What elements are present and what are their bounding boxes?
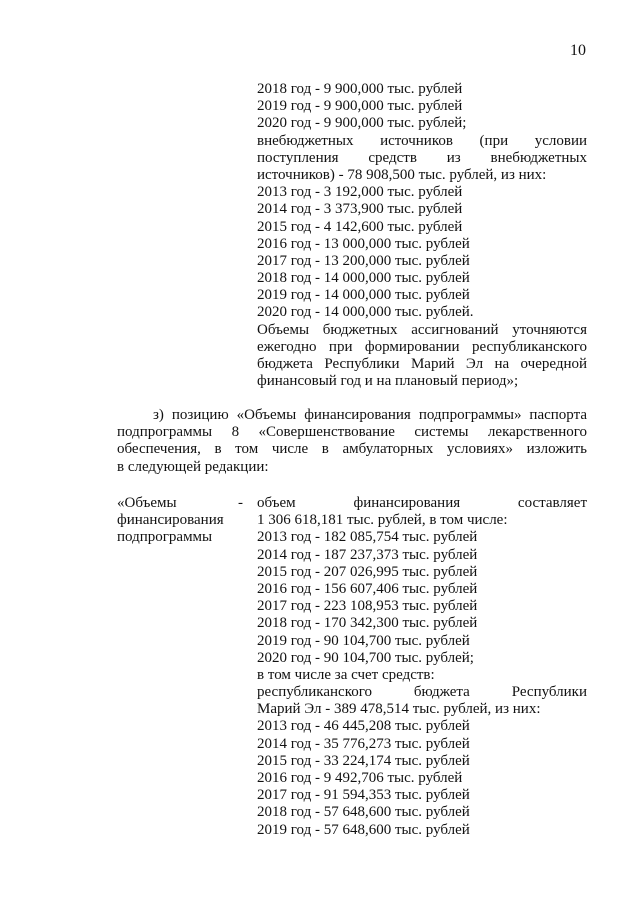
table-value-line: Марий Эл - 389 478,514 тыс. рублей, из них: <box>257 701 541 718</box>
funding-line: 2018 год - 14 000,000 тыс. рублей <box>257 270 470 287</box>
table-value-line: 2013 год - 182 085,754 тыс. рублей <box>257 529 478 546</box>
table-value-column <box>257 495 587 839</box>
paragraph-line: подпрограммы 8 «Совершенствование системы лекарственного <box>117 424 587 441</box>
paragraph-line: з) позицию «Объемы финансирования подпрограммы» паспорта <box>153 407 587 423</box>
funding-line: 2014 год - 3 373,900 тыс. рублей <box>257 201 463 218</box>
page-number: 10 <box>570 42 586 59</box>
table-value-line: республиканского бюджета Республики <box>257 684 587 701</box>
table-value-line: 2019 год - 90 104,700 тыс. рублей <box>257 632 470 649</box>
funding-line: 2017 год - 13 200,000 тыс. рублей <box>257 252 470 269</box>
table-value-line: 2018 год - 57 648,600 тыс. рублей <box>257 804 470 821</box>
table-value-line: 2017 год - 223 108,953 тыс. рублей <box>257 598 478 615</box>
table-value-line: 2017 год - 91 594,353 тыс. рублей <box>257 787 470 804</box>
funding-line: 2019 год - 14 000,000 тыс. рублей <box>257 287 470 304</box>
note-line: Объемы бюджетных ассигнований уточняются <box>257 321 587 338</box>
note-line: финансовый год и на плановый период»; <box>257 373 519 390</box>
table-value-line: 1 306 618,181 тыс. рублей, в том числе: <box>257 512 508 529</box>
table-value-line: 2016 год - 9 492,706 тыс. рублей <box>257 770 463 786</box>
table-label-column <box>117 495 245 547</box>
funding-line: 2020 год - 9 900,000 тыс. рублей; <box>257 115 467 132</box>
funding-line: 2016 год - 13 000,000 тыс. рублей <box>257 235 470 252</box>
table-value-line: 2015 год - 207 026,995 тыс. рублей <box>257 563 478 580</box>
table-value-line: 2018 год - 170 342,300 тыс. рублей <box>257 615 478 632</box>
table-value-line: 2020 год - 90 104,700 тыс. рублей; <box>257 649 474 666</box>
table-label-line: «Объемы <box>117 495 177 511</box>
table-value-line: 2014 год - 187 237,373 тыс. рублей <box>257 546 478 563</box>
note-line: бюджета Республики Марий Эл на очередной <box>257 356 587 372</box>
table-value-line: в том числе за счет средств: <box>257 666 435 683</box>
table-value-line: объем финансирования составляет <box>257 495 587 511</box>
table-value-line: 2019 год - 57 648,600 тыс. рублей <box>257 821 470 838</box>
table-value-line: 2016 год - 156 607,406 тыс. рублей <box>257 580 478 597</box>
top-funding-section <box>257 81 587 390</box>
paragraph-line: в следующей редакции: <box>117 458 269 475</box>
funding-line: 2013 год - 3 192,000 тыс. рублей <box>257 184 463 201</box>
funding-line: источников) - 78 908,500 тыс. рублей, из них: <box>257 166 547 183</box>
amendment-paragraph <box>117 407 587 476</box>
funding-line: поступления средств из внебюджетных <box>257 149 587 166</box>
table-value-line: 2013 год - 46 445,208 тыс. рублей <box>257 718 470 735</box>
paragraph-line: обеспечения, в том числе в амбулаторных условиях» изложить <box>117 441 587 458</box>
table-dash: - <box>238 495 243 511</box>
table-value-line: 2015 год - 33 224,174 тыс. рублей <box>257 752 470 769</box>
funding-line: внебюджетных источников (при условии <box>257 132 587 149</box>
funding-line: 2020 год - 14 000,000 тыс. рублей. <box>257 304 474 321</box>
table-label-line: финансирования <box>117 512 224 529</box>
funding-line: 2018 год - 9 900,000 тыс. рублей <box>257 81 463 97</box>
table-label-line: подпрограммы <box>117 529 213 546</box>
note-line: ежегодно при формировании республиканского <box>257 338 587 355</box>
table-value-line: 2014 год - 35 776,273 тыс. рублей <box>257 735 470 752</box>
funding-line: 2019 год - 9 900,000 тыс. рублей <box>257 98 463 115</box>
funding-line: 2015 год - 4 142,600 тыс. рублей <box>257 218 463 235</box>
